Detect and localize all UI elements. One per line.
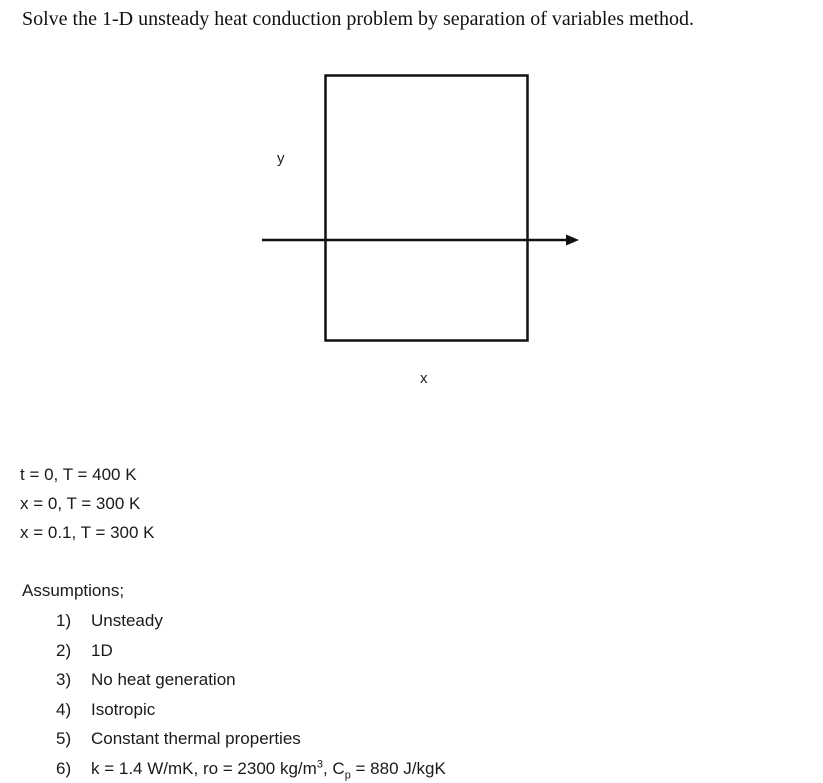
specific-heat-prefix: , C (323, 759, 345, 778)
assumption-number: 6) (56, 754, 91, 783)
assumption-item (56, 665, 446, 695)
assumption-text: No heat generation (91, 665, 236, 695)
assumption-item (56, 724, 446, 754)
x-axis-label: x (420, 370, 428, 387)
right-boundary-condition: x = 0.1, T = 300 K (20, 518, 155, 547)
assumption-item-properties (56, 754, 446, 783)
assumption-text: Unsteady (91, 606, 163, 636)
assumption-item (56, 636, 446, 666)
x-axis-arrowhead (566, 235, 579, 246)
cubed-superscript: 3 (317, 758, 323, 770)
assumptions-heading: Assumptions; (22, 576, 124, 605)
specific-heat-value: = 880 J/kgK (351, 759, 446, 778)
assumption-item (56, 606, 446, 636)
assumption-number: 4) (56, 695, 91, 725)
domain-rectangle (326, 76, 528, 341)
material-properties-text (91, 754, 446, 783)
assumptions-list (56, 606, 446, 783)
assumption-number: 3) (56, 665, 91, 695)
assumption-text: Isotropic (91, 695, 155, 725)
initial-condition: t = 0, T = 400 K (20, 460, 155, 489)
assumption-number: 1) (56, 606, 91, 636)
assumption-text: 1D (91, 636, 113, 666)
y-axis-label: y (277, 150, 285, 167)
left-boundary-condition: x = 0, T = 300 K (20, 489, 155, 518)
assumption-number: 2) (56, 636, 91, 666)
p-subscript: p (345, 769, 351, 781)
assumption-number: 5) (56, 724, 91, 754)
conductivity-density-text: k = 1.4 W/mK, ro = 2300 kg/m (91, 759, 317, 778)
assumption-item (56, 695, 446, 725)
problem-title: Solve the 1-D unsteady heat conduction problem by separation of variables method. (22, 8, 694, 31)
boundary-conditions-list (20, 460, 155, 547)
assumption-text: Constant thermal properties (91, 724, 301, 754)
